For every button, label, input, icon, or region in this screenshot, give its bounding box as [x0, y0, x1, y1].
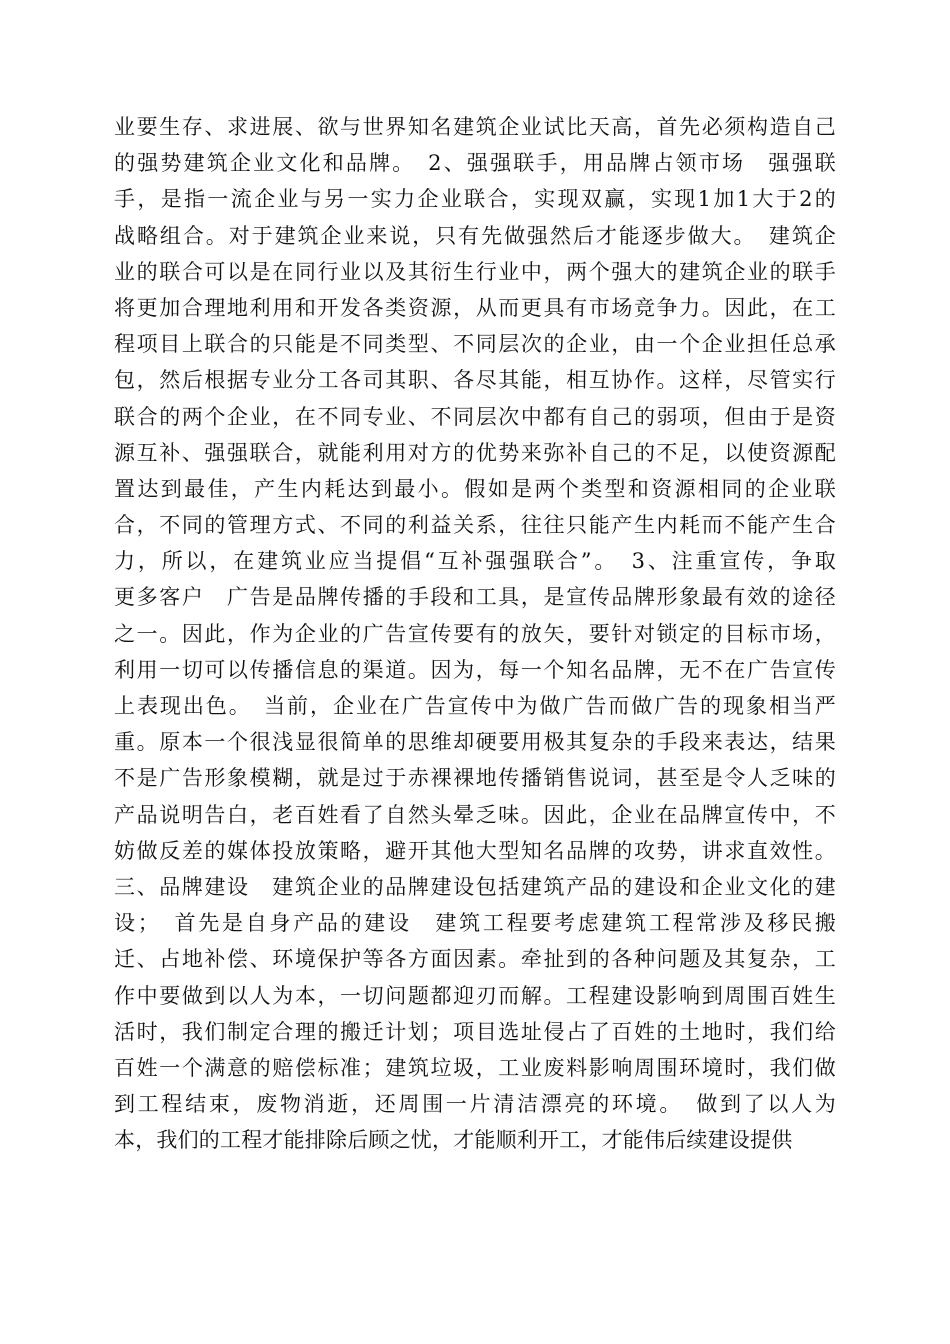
text-line: 之一。因此，作为企业的广告宣传要有的放矢，要针对锁定的目标市场，: [114, 621, 836, 646]
text-line: 作中要做到以人为本，一切问题都迎刃而解。工程建设影响到周围百姓生: [114, 983, 836, 1008]
body-text: [114, 109, 836, 1158]
text-line: 合，不同的管理方式、不同的利益关系，往往只能产生内耗而不能产生合: [114, 513, 836, 538]
text-line: 百姓一个满意的赔偿标准；建筑垃圾，工业废料影响周围环境时，我们做: [114, 1055, 836, 1080]
text-line: 的强势建筑企业文化和品牌。 2、强强联手，用品牌占领市场 强强联: [114, 151, 836, 176]
text-line: 置达到最佳，产生内耗达到最小。假如是两个类型和资源相同的企业联: [114, 476, 836, 501]
text-line: 力，所以，在建筑业应当提倡“互补强强联合”。 3、注重宣传，争取: [114, 549, 836, 574]
text-line: 业要生存、求进展、欲与世界知名建筑企业试比天高，首先必须构造自己: [114, 115, 836, 139]
text-line: 产品说明告白，老百姓看了自然头晕乏味。因此，企业在品牌宣传中，不: [114, 802, 836, 827]
text-line: 包，然后根据专业分工各司其职、各尽其能，相互协作。这样，尽管实行: [114, 368, 836, 393]
text-line: 重。原本一个很浅显很简单的思维却硬要用极其复杂的手段来表达，结果: [114, 730, 836, 755]
text-line: 将更加合理地利用和开发各类资源，从而更具有市场竞争力。因此，在工: [114, 295, 836, 320]
text-line: 三、品牌建设 建筑企业的品牌建设包括建筑产品的建设和企业文化的建: [114, 874, 836, 899]
text-line: 迁、占地补偿、环境保护等各方面因素。牵扯到的各种问题及其复杂，工: [114, 947, 836, 972]
text-line: 业的联合可以是在同行业以及其衍生行业中，两个强大的建筑企业的联手: [114, 259, 836, 284]
text-line: 上表现出色。 当前，企业在广告宣传中为做广告而做广告的现象相当严: [114, 694, 836, 718]
text-line: 程项目上联合的只能是不同类型、不同层次的企业，由一个企业担任总承: [114, 332, 836, 357]
text-line: 利用一切可以传播信息的渠道。因为，每一个知名品牌，无不在广告宣传: [114, 657, 836, 682]
text-line: 设； 首先是自身产品的建设 建筑工程要考虑建筑工程常涉及移民搬: [114, 911, 836, 936]
text-line: 联合的两个企业，在不同专业、不同层次中都有自己的弱项，但由于是资: [114, 404, 836, 429]
text-line: 到工程结束，废物消逝，还周围一片清洁漂亮的环境。 做到了以人为: [114, 1092, 836, 1117]
text-line: 更多客户 广告是品牌传播的手段和工具，是宣传品牌形象最有效的途径: [114, 585, 836, 610]
text-line: 不是广告形象模糊，就是过于赤裸裸地传播销售说词，甚至是令人乏味的: [114, 766, 836, 791]
text-line: 本，我们的工程才能排除后顾之忧，才能顺利开工，才能伟后续建设提供: [114, 1128, 793, 1153]
text-line: 妨做反差的媒体投放策略，避开其他大型知名品牌的攻势，讲求直效性。: [114, 838, 836, 863]
text-line: 源互补、强强联合，就能利用对方的优势来弥补自己的不足，以使资源配: [114, 440, 836, 465]
text-line: 战略组合。对于建筑企业来说，只有先做强然后才能逐步做大。 建筑企: [114, 223, 836, 248]
text-line: 手，是指一流企业与另一实力企业联合，实现双赢，实现1加1大于2的: [114, 187, 836, 212]
text-line: 活时，我们制定合理的搬迁计划；项目选址侵占了百姓的土地时，我们给: [114, 1019, 836, 1044]
